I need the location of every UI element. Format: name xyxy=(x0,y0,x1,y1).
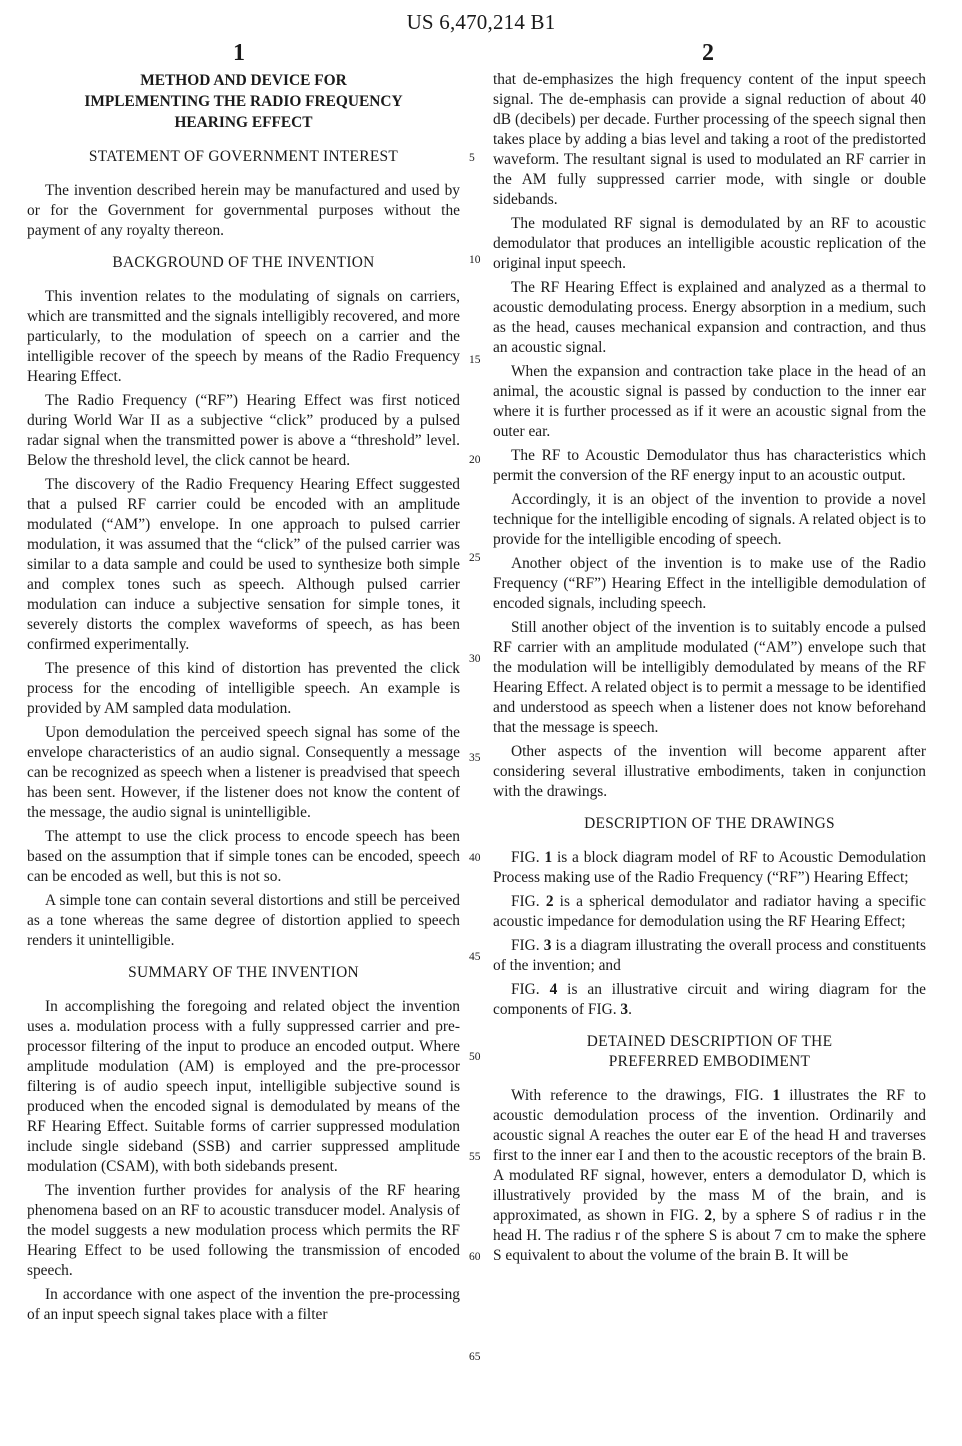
fig-number: 2 xyxy=(545,893,554,910)
fig-number: 2 xyxy=(704,1207,713,1224)
text-run: , by a sphere S of radius r in the head H. The radius r of the sphere S is about 7 cm to make the sphere S equivalent to about the volume of the brain B. It will be xyxy=(493,1207,926,1264)
column-number-right: 2 xyxy=(702,40,714,66)
paragraph: This invention relates to the modulating of signals on carriers, which are transmitted and the signals intelligibly recovered, and more particularly, to the modulation of speech on a carrier and the intelligible recover of the speech by means of the Radio Frequency Hearing Effect. xyxy=(27,288,460,385)
fig-number: 3 xyxy=(543,937,552,954)
fig-text: is an illustrative circuit and wiring diagram for the components of FIG. xyxy=(493,981,926,1018)
heading-summary: SUMMARY OF THE INVENTION xyxy=(128,964,359,981)
right-column xyxy=(493,70,926,1270)
paragraph: Other aspects of the invention will become apparent after considering several illustrative embodiments, taken in conjunction with the drawings. xyxy=(493,743,926,800)
paragraph: The invention described herein may be manufactured and used by or for the Government for governmental purposes without the payment of any royalty thereon. xyxy=(27,182,460,239)
patent-number-header: US 6,470,214 B1 xyxy=(406,10,556,34)
fig-text: is a diagram illustrating the overall process and constituents of the invention; and xyxy=(493,937,926,974)
title-line: METHOD AND DEVICE FOR xyxy=(140,72,347,89)
heading-line: DETAINED DESCRIPTION OF THE xyxy=(586,1033,833,1050)
paragraph: Accordingly, it is an object of the invention to provide a novel technique for the intelligible encoding of signals. A related object is to provide for the intelligible encoding of speech. xyxy=(493,491,926,548)
paragraph: The invention further provides for analysis of the RF hearing phenomena based on an RF to acoustic transducer model. Analysis of the model suggests a new modulation process which permits the RF Hearing Effect to be used following the transmission of encoded speech. xyxy=(27,1182,460,1279)
paragraph: The Radio Frequency (“RF”) Hearing Effect was first noticed during World War II as a subjective “click” produced by a pulsed radar signal when the transmitted power is above a “threshold” level. Below the threshold level, the click cannot be heard. xyxy=(27,392,460,469)
line-number: 10 xyxy=(469,254,481,266)
line-number: 55 xyxy=(469,1151,481,1163)
figure-description-2 xyxy=(493,892,926,932)
paragraph: In accomplishing the foregoing and related object the invention uses a. modulation process with a fully suppressed carrier and pre-processor filtering of the input to produce an encoded output. Where amplitude modulation (AM) is employed and the pre-processor filtering is of audio speech input, intelligible subjective sound is produced when the encoded signal is demodulated by means of the RF Hearing Effect. Suitable forms of carrier suppressed modulation include single sideband (SSB) and carrier suppressed amplitude modulation (CSAM), with both sidebands present. xyxy=(27,998,460,1175)
fig-text: . xyxy=(628,1001,632,1018)
paragraph: A simple tone can contain several distortions and still be perceived as a tone whereas the same degree of distortion applied to speech renders it unintelligible. xyxy=(27,892,460,949)
fig-label: FIG. xyxy=(511,893,546,910)
paragraph: that de-emphasizes the high frequency content of the input speech signal. The de-emphasis can provide a signal reduction of about 40 dB (decibels) per decade. Further processing of the speech signal then takes place by adding a bias level and taking a root of the predistorted waveform. The resultant signal is used to modulated an RF carrier in the AM fully suppressed carrier mode, with single or double sidebands. xyxy=(493,71,926,208)
paragraph: The presence of this kind of distortion has prevented the click process for the encoding of intelligible speech. An example is provided by AM sampled data modulation. xyxy=(27,660,460,717)
paragraph: The modulated RF signal is demodulated by an RF to acoustic demodulator that produces an intelligible acoustic replication of the original input speech. xyxy=(493,215,926,272)
left-column xyxy=(27,70,460,1329)
line-number: 5 xyxy=(469,152,475,164)
line-number: 50 xyxy=(469,1051,481,1063)
heading-detailed-description xyxy=(493,1032,926,1072)
column-number-left: 1 xyxy=(233,40,245,66)
fig-text: is a block diagram model of RF to Acoustic Demodulation Process making use of the Radio Frequency (“RF”) Hearing Effect; xyxy=(493,849,926,886)
fig-number: 1 xyxy=(772,1087,781,1104)
fig-label: FIG. xyxy=(511,981,550,998)
text-run: illustrates the RF to acoustic demodulation process of the invention. Ordinarily and acoustic signal A reaches the outer ear E of the head H and traverses first to the inner ear I and then to the acoustic receptors of the brain B. A modulated RF signal, however, enters a demodulator D, which is illustratively provided by the mass M of the brain, and is approximated, as shown in FIG. xyxy=(493,1087,926,1224)
fig-number: 4 xyxy=(549,981,558,998)
fig-label: FIG. xyxy=(511,937,544,954)
fig-number: 1 xyxy=(544,849,553,866)
paragraph: The discovery of the Radio Frequency Hearing Effect suggested that a pulsed RF carrier could be encoded with an amplitude modulated (“AM”) envelope. In one approach to pulsed carrier modulation, it was assumed that the “click” of the pulsed carrier was similar to a data sample and could be used to synthesize both simple and complex tones such as speech. Although pulsed carrier modulation can induce a subjective sensation for simple tones, it severely distorts the complex waveforms of speech, as has been confirmed experimentally. xyxy=(27,476,460,653)
patent-title xyxy=(27,70,460,133)
paragraph: Another object of the invention is to make use of the Radio Frequency (“RF”) Hearing Effect in the intelligible demodulation of encoded signals, including speech. xyxy=(493,555,926,612)
title-line: IMPLEMENTING THE RADIO FREQUENCY xyxy=(84,93,403,110)
title-line: HEARING EFFECT xyxy=(174,114,313,131)
line-number: 30 xyxy=(469,653,481,665)
line-number: 60 xyxy=(469,1251,481,1263)
line-number: 20 xyxy=(469,454,481,466)
line-number: 45 xyxy=(469,951,481,963)
fig-label: FIG. xyxy=(511,849,545,866)
paragraph: The attempt to use the click process to encode speech has been based on the assumption that if simple tones can be encoded, speech can be encoded as well, but this is not so. xyxy=(27,828,460,885)
heading-drawings: DESCRIPTION OF THE DRAWINGS xyxy=(584,815,835,832)
line-number: 40 xyxy=(469,852,481,864)
fig-number: 3 xyxy=(620,1001,629,1018)
heading-line: PREFERRED EMBODIMENT xyxy=(608,1053,811,1070)
paragraph: In accordance with one aspect of the invention the pre-processing of an input speech signal takes place with a filter xyxy=(27,1286,460,1323)
figure-description-4 xyxy=(493,980,926,1020)
line-number: 25 xyxy=(469,552,481,564)
paragraph: The RF Hearing Effect is explained and analyzed as a thermal to acoustic demodulating process. Energy absorption in a medium, such as the head, causes mechanical expansion and contraction, and thus an acoustic signal. xyxy=(493,279,926,356)
line-number: 15 xyxy=(469,354,481,366)
figure-description-1 xyxy=(493,848,926,888)
paragraph: When the expansion and contraction take place in the head of an animal, the acoustic signal is passed by conduction to the inner ear where it is further processed as if it were an acoustic signal from the outer ear. xyxy=(493,363,926,440)
text-run: With reference to the drawings, FIG. xyxy=(511,1087,773,1104)
heading-government-interest: STATEMENT OF GOVERNMENT INTEREST xyxy=(88,148,399,165)
paragraph-detailed xyxy=(493,1086,926,1266)
heading-background: BACKGROUND OF THE INVENTION xyxy=(112,254,375,271)
fig-text: is a spherical demodulator and radiator having a specific acoustic impedance for demodulation using the RF Hearing Effect; xyxy=(493,893,927,930)
paragraph: Still another object of the invention is to suitably encode a pulsed RF carrier with an amplitude modulated (“AM”) envelope such that the modulation will be intelligibly demodulated by means of the RF Hearing Effect. A related object is to permit a message to be identified and understood as speech when a listener does not know beforehand that the message is speech. xyxy=(493,619,926,736)
line-number: 65 xyxy=(469,1351,481,1363)
paragraph: Upon demodulation the perceived speech signal has some of the envelope characteristics of an audio signal. Consequently a message can be recognized as speech when a listener is preadvised that speech has been sent. However, if the listener does not know the content of the message, the audio signal is unintelligible. xyxy=(27,724,460,821)
paragraph: The RF to Acoustic Demodulator thus has characteristics which permit the conversion of the RF energy input to an acoustic output. xyxy=(493,447,926,484)
line-number: 35 xyxy=(469,752,481,764)
figure-description-3 xyxy=(493,936,926,976)
